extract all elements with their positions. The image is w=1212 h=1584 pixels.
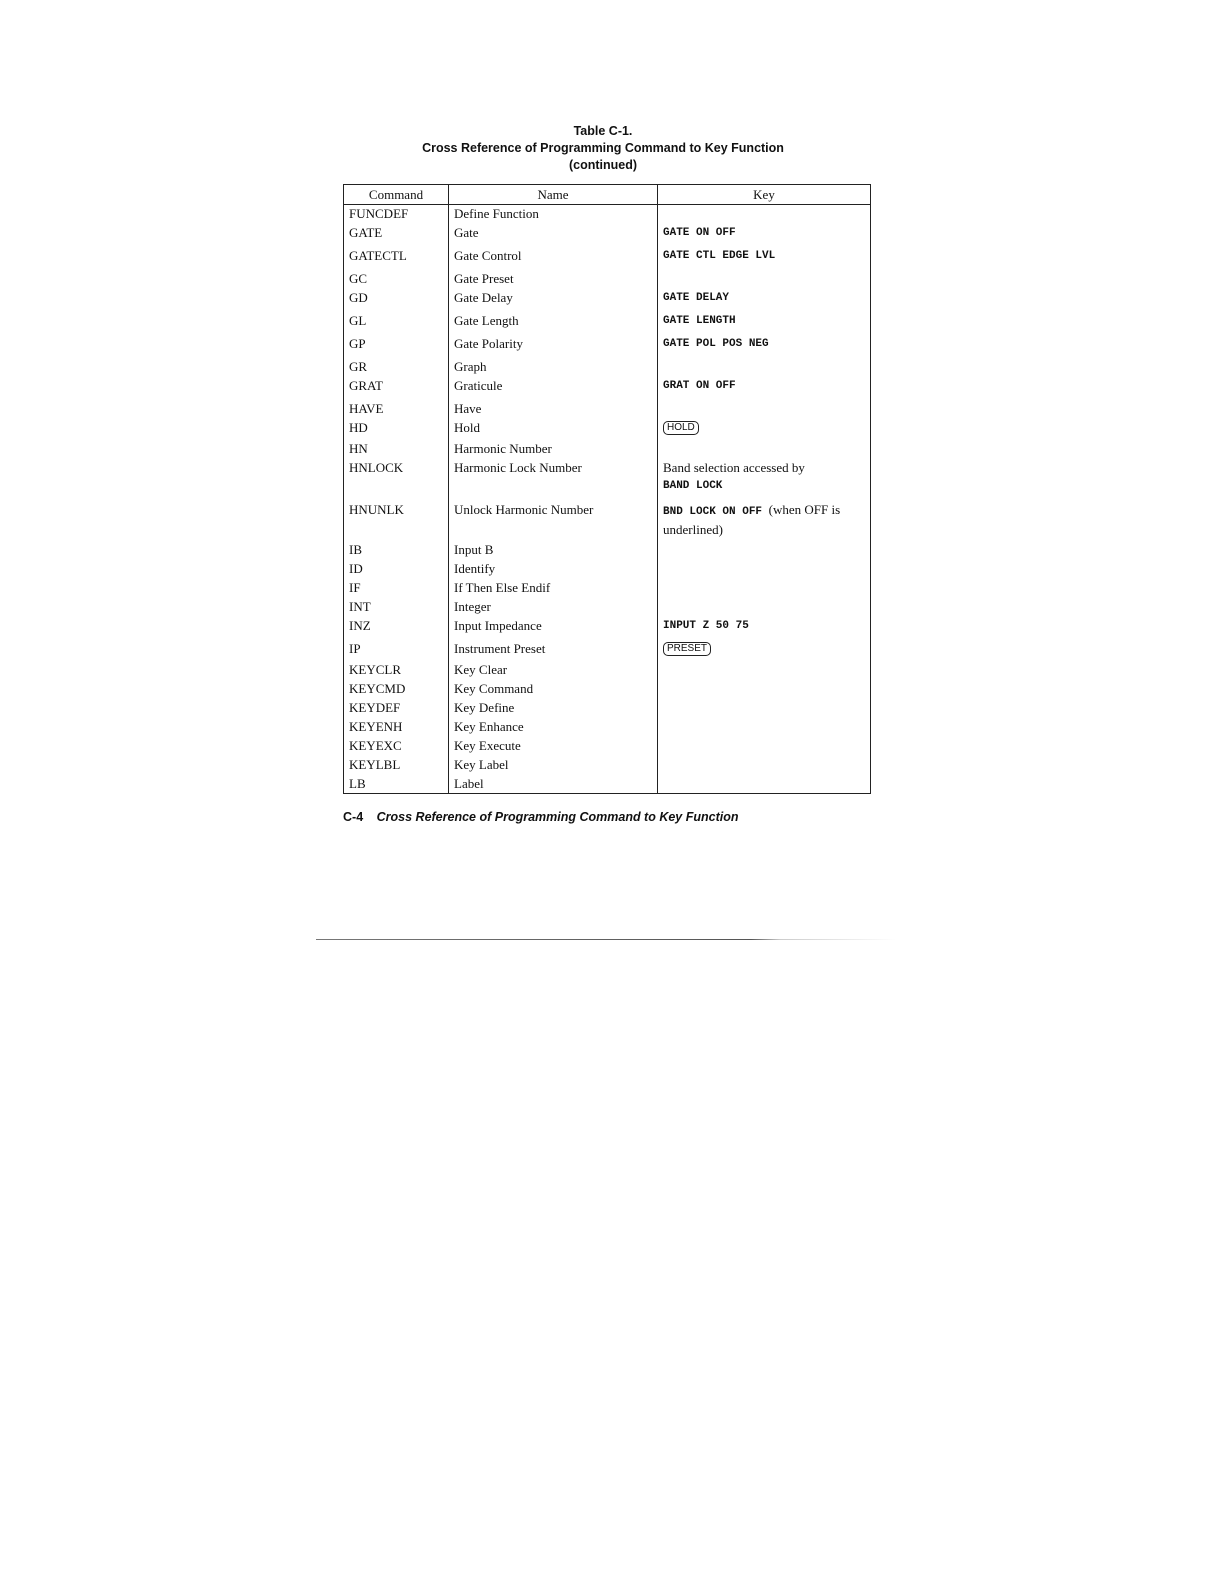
name-cell: Have bbox=[449, 400, 658, 419]
command-cell: GR bbox=[344, 358, 449, 377]
command-cell: GRAT bbox=[344, 377, 449, 400]
key-cell bbox=[658, 270, 871, 289]
table-row bbox=[344, 661, 871, 680]
name-cell: Gate Delay bbox=[449, 289, 658, 312]
key-cell bbox=[658, 661, 871, 680]
key-cell bbox=[658, 358, 871, 377]
table-row bbox=[344, 775, 871, 794]
footer-title: Cross Reference of Programming Command to Key Function bbox=[376, 810, 739, 824]
table-row bbox=[344, 501, 871, 541]
table-row bbox=[344, 459, 871, 501]
table-row bbox=[344, 598, 871, 617]
command-cell: HNUNLK bbox=[344, 501, 449, 541]
table-row bbox=[344, 541, 871, 560]
name-cell: Key Enhance bbox=[449, 718, 658, 737]
command-cell: HAVE bbox=[344, 400, 449, 419]
command-cell: KEYENH bbox=[344, 718, 449, 737]
key-cell bbox=[658, 400, 871, 419]
command-cell: IB bbox=[344, 541, 449, 560]
hold-key-icon: HOLD bbox=[663, 421, 699, 435]
page-number: C-4 bbox=[343, 810, 364, 824]
command-cell: KEYEXC bbox=[344, 737, 449, 756]
name-cell: Input Impedance bbox=[449, 617, 658, 640]
name-cell: If Then Else Endif bbox=[449, 579, 658, 598]
name-cell: Harmonic Lock Number bbox=[449, 459, 658, 501]
table-row bbox=[344, 419, 871, 440]
name-cell: Label bbox=[449, 775, 658, 794]
table-caption-number: Table C-1. bbox=[573, 124, 633, 138]
header-name: Name bbox=[449, 185, 658, 205]
name-cell: Instrument Preset bbox=[449, 640, 658, 661]
name-cell: Graph bbox=[449, 358, 658, 377]
name-cell: Integer bbox=[449, 598, 658, 617]
table-row bbox=[344, 377, 871, 400]
name-cell: Gate Control bbox=[449, 247, 658, 270]
key-cell bbox=[658, 737, 871, 756]
key-cell: INPUT Z 50 75 bbox=[658, 617, 871, 640]
name-cell: Key Label bbox=[449, 756, 658, 775]
table-caption-title: Cross Reference of Programming Command to Key Function bbox=[422, 141, 784, 155]
command-cell: GD bbox=[344, 289, 449, 312]
command-cell: GL bbox=[344, 312, 449, 335]
name-cell: Unlock Harmonic Number bbox=[449, 501, 658, 541]
command-cell: IP bbox=[344, 640, 449, 661]
key-cell bbox=[658, 579, 871, 598]
preset-key-icon: PRESET bbox=[663, 642, 711, 656]
key-cell bbox=[658, 598, 871, 617]
page-footer bbox=[343, 810, 739, 824]
name-cell: Key Define bbox=[449, 699, 658, 718]
key-description: Band selection accessed by bbox=[663, 459, 805, 475]
command-cell: KEYCLR bbox=[344, 661, 449, 680]
table-caption-continued: (continued) bbox=[568, 158, 638, 172]
table-row bbox=[344, 560, 871, 579]
name-cell: Key Execute bbox=[449, 737, 658, 756]
name-cell: Identify bbox=[449, 560, 658, 579]
key-cell bbox=[658, 680, 871, 699]
table-row bbox=[344, 247, 871, 270]
command-cell: GC bbox=[344, 270, 449, 289]
key-cell bbox=[658, 775, 871, 794]
table-row bbox=[344, 756, 871, 775]
command-cell: LB bbox=[344, 775, 449, 794]
command-cell: KEYDEF bbox=[344, 699, 449, 718]
key-cell bbox=[658, 640, 871, 661]
name-cell: Graticule bbox=[449, 377, 658, 400]
key-cell: GATE DELAY bbox=[658, 289, 871, 312]
table-row bbox=[344, 617, 871, 640]
key-cell bbox=[658, 699, 871, 718]
table-row bbox=[344, 699, 871, 718]
table-row bbox=[344, 718, 871, 737]
command-cell: ID bbox=[344, 560, 449, 579]
command-cell: GATECTL bbox=[344, 247, 449, 270]
key-cell bbox=[658, 756, 871, 775]
command-cell: KEYLBL bbox=[344, 756, 449, 775]
key-cell bbox=[658, 718, 871, 737]
cross-reference-table bbox=[343, 184, 871, 794]
table-row bbox=[344, 205, 871, 224]
key-cell bbox=[658, 459, 871, 501]
name-cell: Gate bbox=[449, 224, 658, 247]
header-key: Key bbox=[658, 185, 871, 205]
table-row bbox=[344, 335, 871, 358]
table-row bbox=[344, 737, 871, 756]
table-row bbox=[344, 224, 871, 247]
name-cell: Hold bbox=[449, 419, 658, 440]
table-header-row bbox=[344, 185, 871, 205]
key-cell bbox=[658, 419, 871, 440]
command-cell: INT bbox=[344, 598, 449, 617]
key-cell bbox=[658, 560, 871, 579]
key-note: (when OFF is underlined) bbox=[663, 501, 841, 537]
table-row bbox=[344, 358, 871, 377]
table-row bbox=[344, 640, 871, 661]
command-cell: INZ bbox=[344, 617, 449, 640]
key-cell: GATE CTL EDGE LVL bbox=[658, 247, 871, 270]
header-command: Command bbox=[344, 185, 449, 205]
command-cell: GP bbox=[344, 335, 449, 358]
name-cell: Input B bbox=[449, 541, 658, 560]
command-cell: FUNCDEF bbox=[344, 205, 449, 224]
key-cell bbox=[658, 501, 871, 541]
command-cell: HD bbox=[344, 419, 449, 440]
name-cell: Harmonic Number bbox=[449, 440, 658, 459]
table-row bbox=[344, 289, 871, 312]
key-cell bbox=[658, 440, 871, 459]
command-cell: IF bbox=[344, 579, 449, 598]
table-row bbox=[344, 440, 871, 459]
key-cell: GATE ON OFF bbox=[658, 224, 871, 247]
command-cell: HNLOCK bbox=[344, 459, 449, 501]
name-cell: Gate Polarity bbox=[449, 335, 658, 358]
name-cell: Key Command bbox=[449, 680, 658, 699]
key-cell bbox=[658, 205, 871, 224]
key-cell: GRAT ON OFF bbox=[658, 377, 871, 400]
key-cell: GATE LENGTH bbox=[658, 312, 871, 335]
command-cell: GATE bbox=[344, 224, 449, 247]
page-divider-line bbox=[316, 939, 896, 940]
name-cell: Gate Length bbox=[449, 312, 658, 335]
name-cell: Gate Preset bbox=[449, 270, 658, 289]
table-row bbox=[344, 579, 871, 598]
name-cell: Define Function bbox=[449, 205, 658, 224]
name-cell: Key Clear bbox=[449, 661, 658, 680]
table-row bbox=[344, 400, 871, 419]
table-row bbox=[344, 312, 871, 335]
command-cell: KEYCMD bbox=[344, 680, 449, 699]
command-cell: HN bbox=[344, 440, 449, 459]
key-softkey: BAND LOCK bbox=[663, 479, 723, 492]
key-cell bbox=[658, 541, 871, 560]
table-row bbox=[344, 680, 871, 699]
table-row bbox=[344, 270, 871, 289]
key-cell: GATE POL POS NEG bbox=[658, 335, 871, 358]
key-softkey: BND LOCK ON OFF bbox=[663, 505, 763, 518]
